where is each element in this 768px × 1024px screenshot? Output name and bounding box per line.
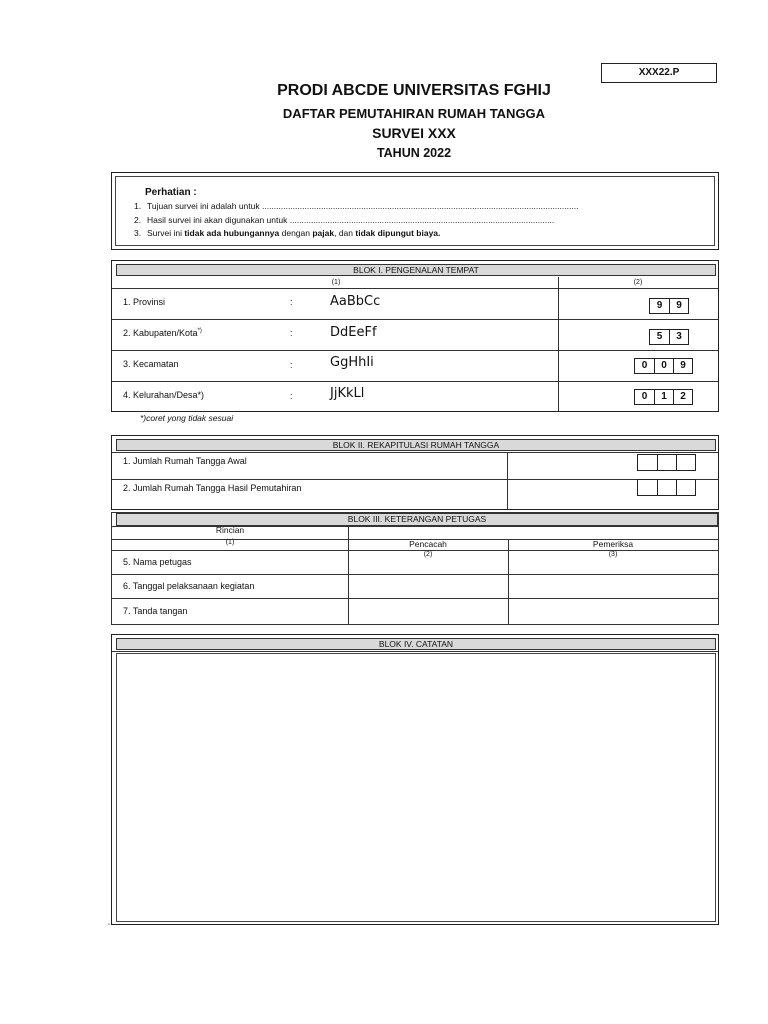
code-kabupaten: 5 3 — [649, 329, 689, 345]
block-4-title: BLOK IV. CATATAN — [116, 638, 716, 650]
col-1: (1) — [225, 539, 235, 546]
value-kelurahan: JjKkLl — [330, 386, 365, 401]
block-1-location: BLOK I. PENGENALAN TEMPAT (1) (2) 1. Provinsi : AaBbCc 9 9 2. Kabupaten/Kota*) : DdEeFf 5 3 3. Kecamatan : GgHhIi 0 0 9 4. Kelurahan/Desa*) : JjKkLl 0 1 2 — [111, 260, 719, 412]
label-kabupaten: 2. Kabupaten/Kota*) — [123, 328, 202, 338]
value-kecamatan: GgHhIi — [330, 355, 374, 370]
label-kelurahan: 4. Kelurahan/Desa*) — [123, 390, 205, 400]
institution-title: PRODI ABCDE UNIVERSITAS FGHIJ — [277, 82, 551, 99]
notice-title: Perhatian : — [145, 187, 197, 198]
col-rincian: Rincian — [215, 525, 245, 535]
notice-item: 1. Tujuan survei ini adalah untuk ...................................................................................................................................... — [134, 201, 579, 211]
notice-item: 3. Survei ini tidak ada hubungannya dengan pajak, dan tidak dipungut biaya. — [134, 228, 441, 238]
col-pemeriksa: Pemeriksa — [592, 539, 634, 549]
code-kecamatan: 0 0 9 — [634, 358, 693, 374]
notice-list — [134, 200, 578, 241]
col-pencacah: Pencacah — [409, 539, 447, 549]
code-kelurahan: 0 1 2 — [634, 389, 693, 405]
block-1-col-1: (1) — [331, 279, 341, 286]
label-rt-hasil: 2. Jumlah Rumah Tangga Hasil Pemutahiran — [123, 483, 302, 493]
label-rt-awal: 1. Jumlah Rumah Tangga Awal — [123, 456, 247, 466]
year-title: TAHUN 2022 — [376, 146, 452, 160]
survey-title: SURVEI XXX — [372, 125, 456, 141]
notes-area[interactable] — [116, 653, 716, 922]
col-2: (2) — [423, 551, 433, 558]
label-kecamatan: 3. Kecamatan — [123, 359, 179, 369]
notice-box — [111, 172, 719, 250]
notice-item: 2. Hasil survei ini akan digunakan untuk ................................................................................................................ — [134, 214, 555, 225]
label-provinsi: 1. Provinsi — [123, 297, 166, 307]
box-rt-hasil — [637, 479, 696, 496]
block-3-officers — [111, 512, 719, 625]
value-kabupaten: DdEeFf — [330, 325, 377, 340]
box-rt-awal — [637, 454, 696, 471]
label-nama-petugas: 5. Nama petugas — [123, 557, 192, 567]
footer-mark: " — [108, 924, 111, 930]
footnote: *)coret yong tidak sesuai — [140, 413, 234, 423]
label-tanda-tangan: 7. Tanda tangan — [123, 606, 188, 616]
col-3: (3) — [608, 551, 618, 558]
block-3-title: BLOK III. KETERANGAN PETUGAS — [116, 513, 718, 526]
form-title: DAFTAR PEMUTAHIRAN RUMAH TANGGA — [282, 106, 546, 121]
block-1-col-2: (2) — [633, 279, 643, 286]
form-code-box: XXX22.P — [601, 63, 717, 83]
value-provinsi: AaBbCc — [330, 294, 381, 309]
block-4-notes — [111, 634, 719, 925]
block-2-recap — [111, 435, 719, 510]
block-2-title: BLOK II. REKAPITULASI RUMAH TANGGA — [116, 439, 716, 451]
label-tanggal: 6. Tanggal pelaksanaan kegiatan — [123, 581, 255, 591]
block-1-title: BLOK I. PENGENALAN TEMPAT — [116, 264, 716, 276]
code-provinsi: 9 9 — [649, 298, 689, 314]
